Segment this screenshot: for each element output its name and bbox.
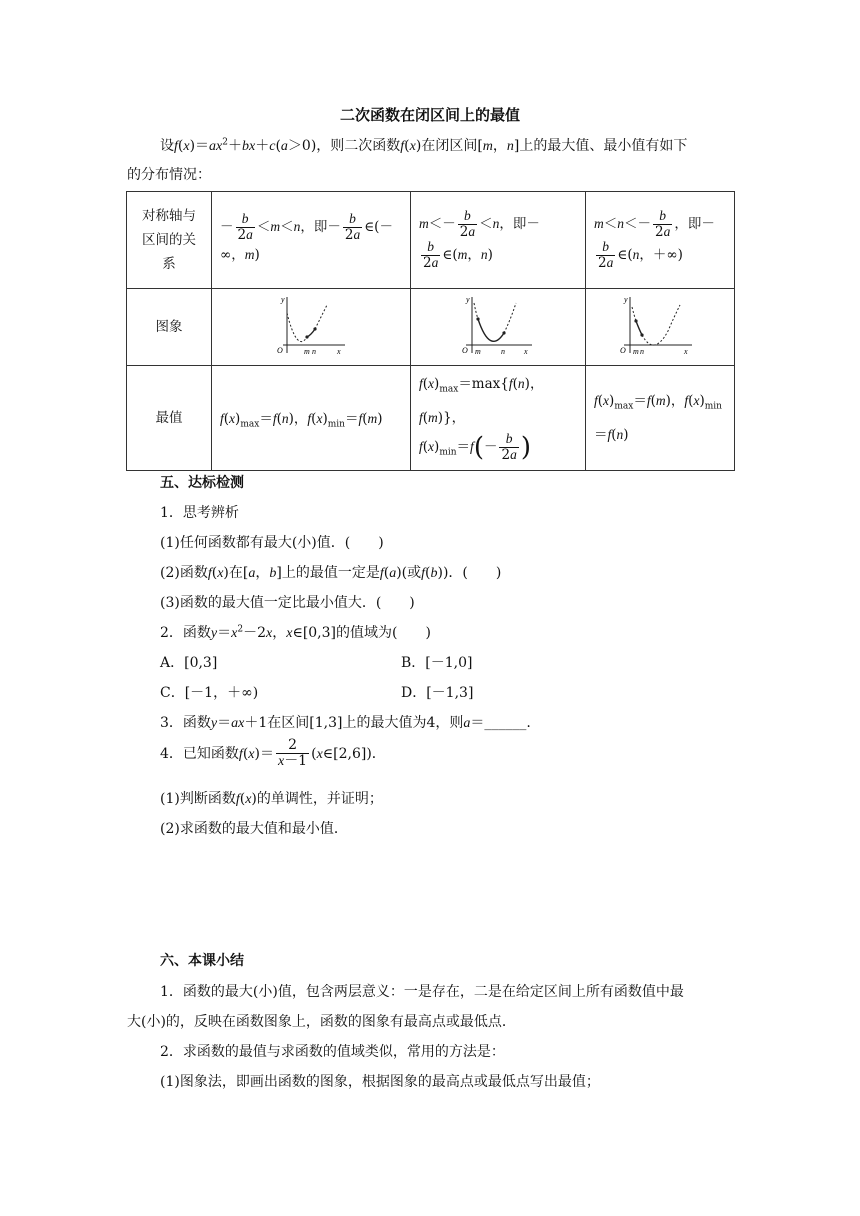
q2-option-b: B．[－1,0] bbox=[401, 655, 473, 671]
svg-text:x: x bbox=[684, 347, 688, 356]
summary-2: 2．求函数的最值与求函数的值域类似，常用的方法是： bbox=[160, 1044, 505, 1060]
section5-heading: 五、达标检测 bbox=[160, 475, 244, 491]
svg-text:y: y bbox=[281, 295, 285, 304]
case1-extrema: $f(x)_{max}=f(n)$，$f(x)_{min}=f(m)$ bbox=[212, 366, 411, 471]
case2-graph bbox=[411, 289, 586, 366]
parabola-graph-3 bbox=[620, 293, 700, 357]
header-extrema: 最值 bbox=[127, 366, 212, 471]
case2-relation: m＜－ $\frac{b}{2a}$ ＜n，即－ $\frac{b}{2a}$ ∈(m，n) bbox=[411, 192, 586, 289]
case3-extrema: $f(x)_{max}=f(m)$，$f(x)_{min}$ ＝f(n) bbox=[586, 366, 735, 471]
svg-text:x: x bbox=[524, 347, 528, 356]
q2-option-d: D．[－1,3] bbox=[401, 685, 474, 701]
section6-heading: 六、本课小结 bbox=[160, 953, 244, 969]
svg-text:O: O bbox=[277, 346, 283, 355]
q1-2: (2)函数f(x)在[a，b]上的最值一定是f(a)(或f(b))．( ) bbox=[160, 565, 502, 581]
header-relation: 对称轴与 区间的关 系 bbox=[127, 192, 212, 289]
q3: 3．函数y＝ax＋1在区间[1,3]上的最大值为4，则a＝______. bbox=[160, 715, 531, 731]
parabola-graph-1 bbox=[271, 293, 351, 357]
case1-relation: － $\frac{b}{2a}$ ＜m＜n，即－ $\frac{b}{2a}$ ∈(－ ∞，m) bbox=[212, 192, 411, 289]
case3-graph bbox=[586, 289, 735, 366]
q2-option-a: A．[0,3] bbox=[160, 655, 218, 671]
q1-3: (3)函数的最大值一定比最小值大．( ) bbox=[160, 595, 415, 611]
q4: 4．已知函数f(x)＝ $\frac{2}{x-1}$ (x∈[2,6])． bbox=[160, 737, 386, 770]
parabola-graph-2 bbox=[458, 293, 538, 357]
intro-line-1: 设$f(x)=ax^2+bx+c(a>0)$，则二次函数f(x)在闭区间[m，n]上的最大值、最小值有如下 bbox=[160, 137, 688, 154]
q1-1: (1)任何函数都有最大(小)值．( ) bbox=[160, 535, 384, 551]
header-graph: 图象 bbox=[127, 289, 212, 366]
summary-3: (1)图象法，即画出函数的图象，根据图象的最高点或最低点写出最值； bbox=[160, 1074, 600, 1090]
svg-text:y: y bbox=[624, 295, 628, 304]
extrema-table bbox=[126, 191, 735, 471]
svg-text:m: m bbox=[633, 347, 639, 356]
q4-1: (1)判断函数f(x)的单调性，并证明； bbox=[160, 791, 383, 807]
svg-text:m: m bbox=[304, 347, 310, 356]
svg-text:x: x bbox=[337, 347, 341, 356]
svg-text:O: O bbox=[462, 346, 468, 355]
q2-option-c: C．[－1，＋∞) bbox=[160, 685, 259, 701]
case3-relation: m＜n＜－ $\frac{b}{2a}$ ，即－ $\frac{b}{2a}$ ∈(n，＋∞) bbox=[586, 192, 735, 289]
summary-1a: 1．函数的最大(小)值，包含两层意义：一是存在，二是在给定区间上所有函数值中最 bbox=[160, 984, 684, 1000]
svg-text:n: n bbox=[501, 347, 505, 356]
q2: 2．函数$y=x^2-2x$，x∈[0,3]的值域为( ) bbox=[160, 624, 431, 641]
svg-text:O: O bbox=[620, 346, 626, 355]
page-title: 二次函数在闭区间上的最值 bbox=[339, 106, 520, 124]
svg-text:y: y bbox=[466, 295, 470, 304]
case2-extrema: $f(x)_{max}=\max\{f(n)$，f(m)}， $f(x)_{min}=f(-$ $\frac{b}{2a}$ ) bbox=[411, 366, 586, 471]
case1-graph bbox=[212, 289, 411, 366]
svg-text:n: n bbox=[312, 347, 316, 356]
intro-line-2: 的分布情况： bbox=[127, 167, 211, 183]
svg-text:m: m bbox=[475, 347, 481, 356]
q4-2: (2)求函数的最大值和最小值． bbox=[160, 821, 348, 837]
q1-heading: 1．思考辨析 bbox=[160, 505, 239, 521]
summary-1b: 大(小)的，反映在函数图象上，函数的图象有最高点或最低点． bbox=[127, 1014, 516, 1030]
svg-text:n: n bbox=[640, 347, 644, 356]
